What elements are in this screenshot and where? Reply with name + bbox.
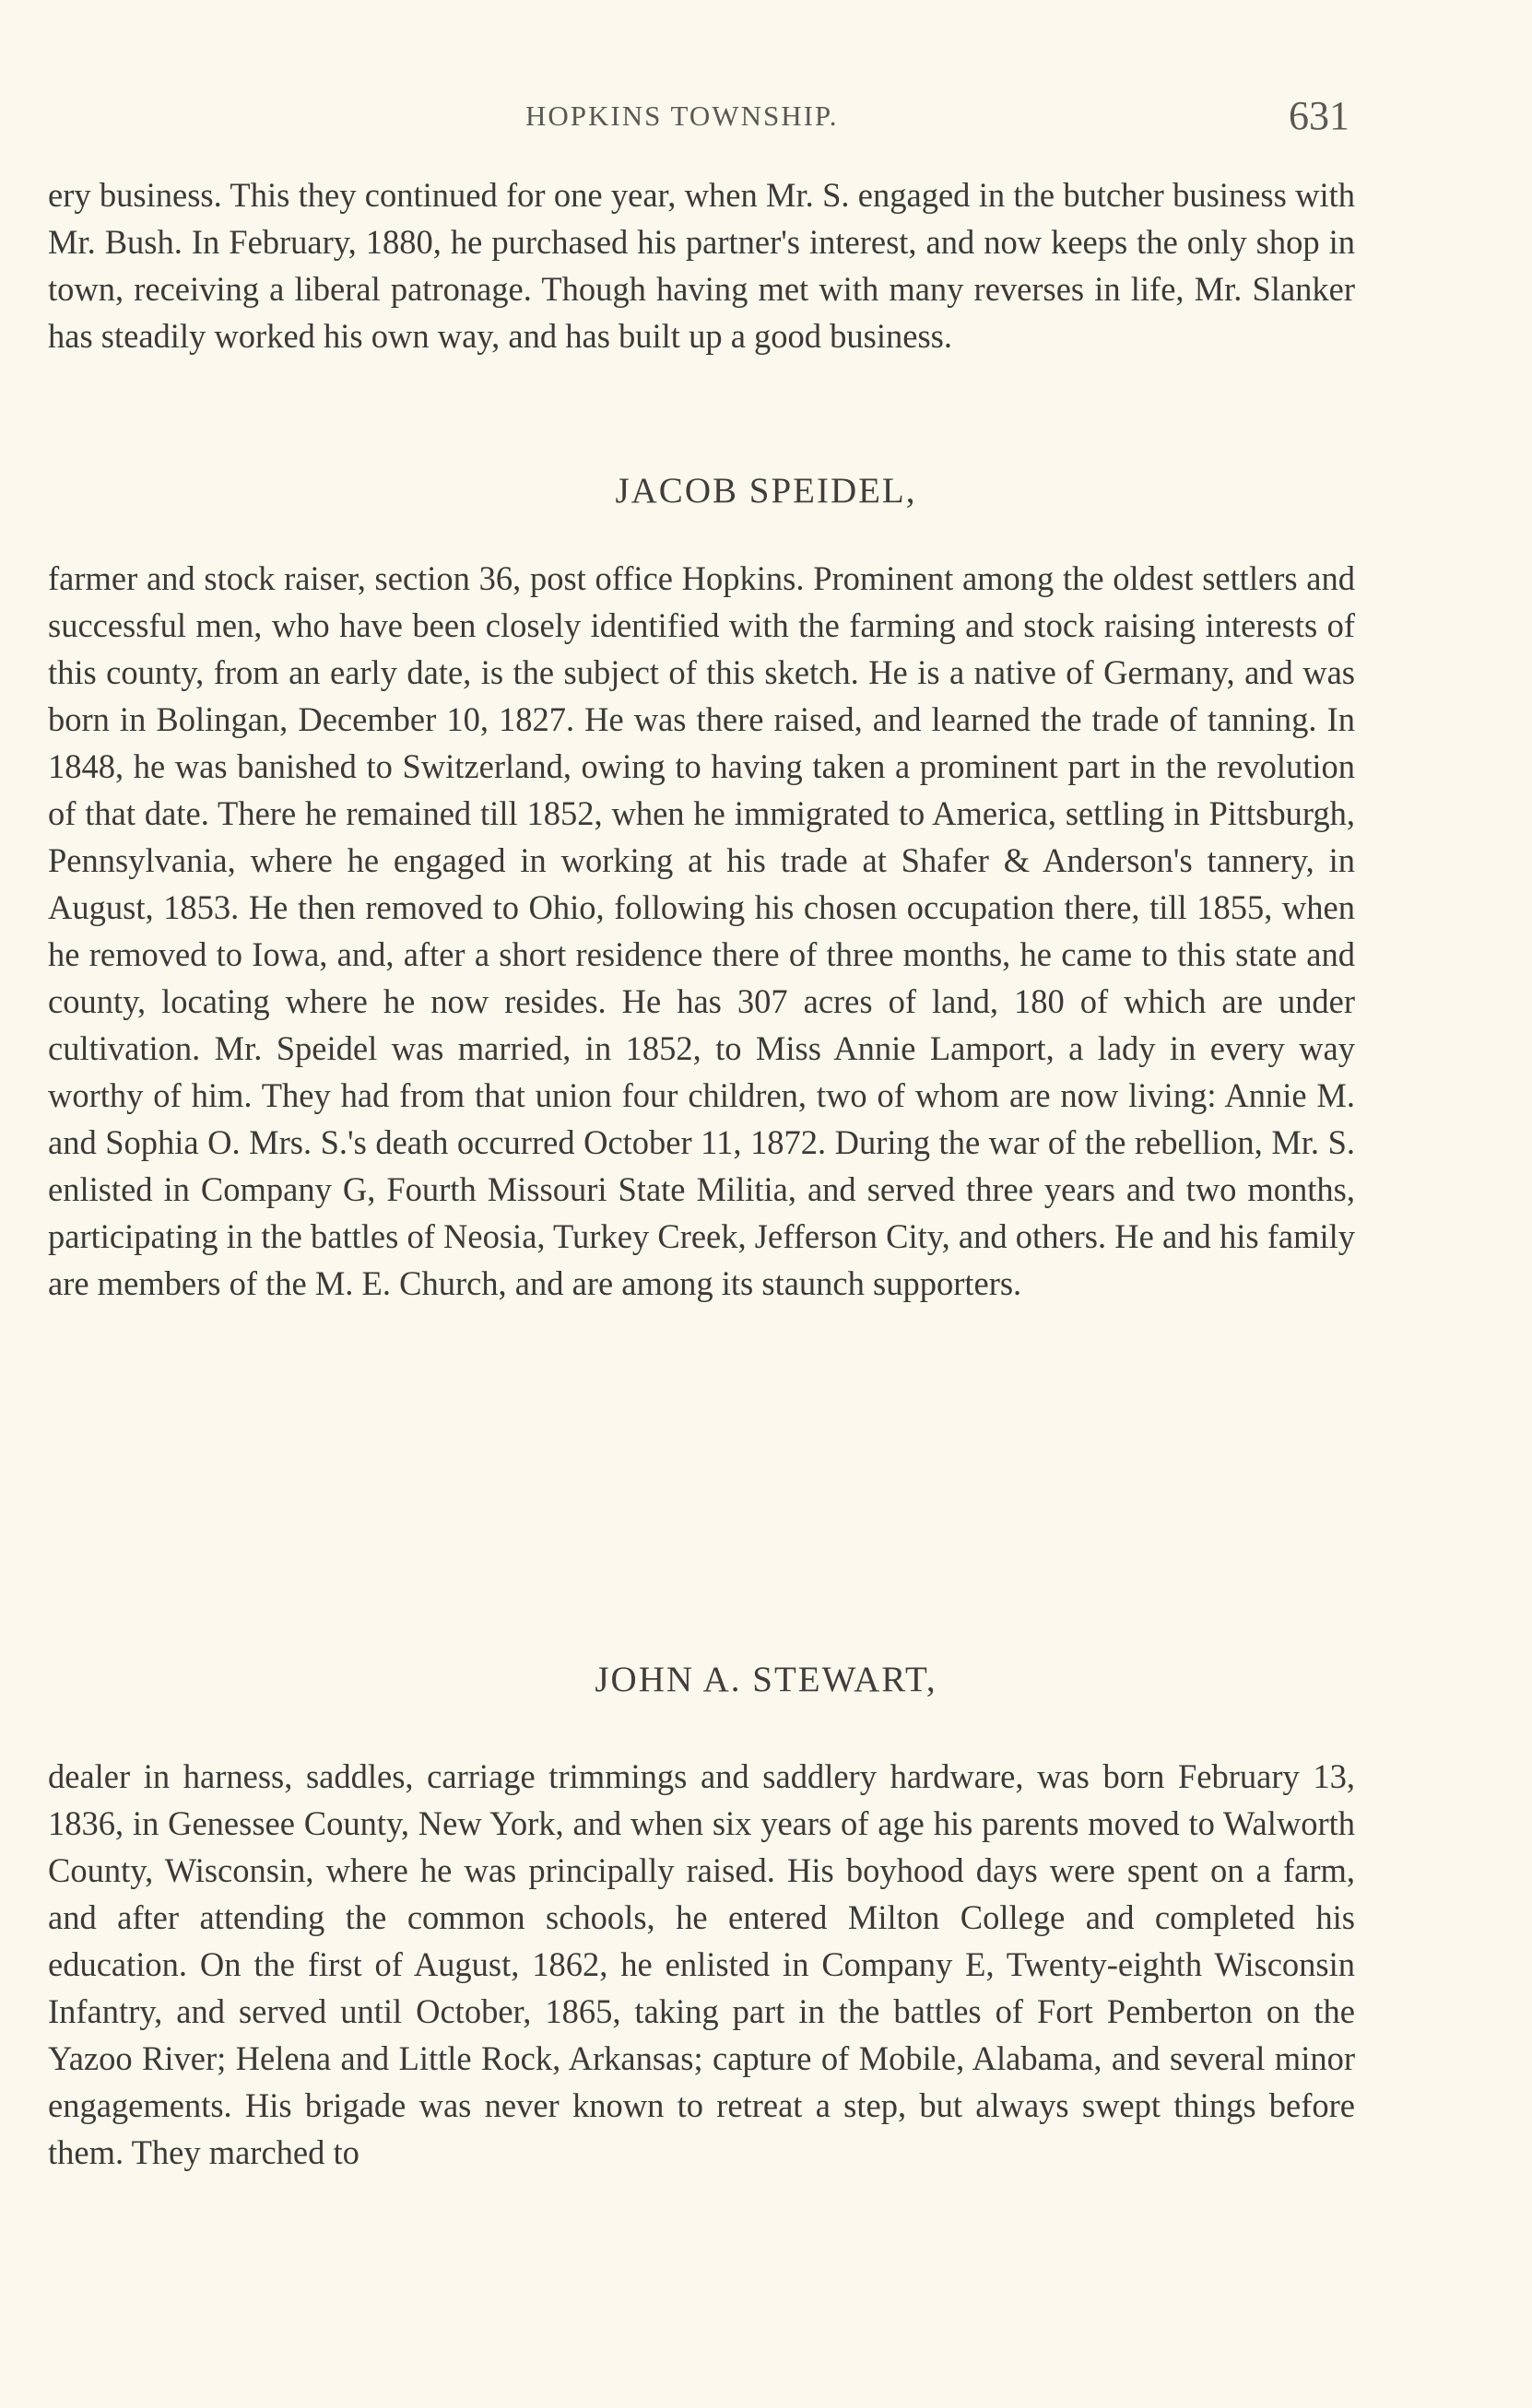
paragraph-text: ery business. This they continued for one year, when Mr. S. engaged in the butcher business with Mr. Bush. In February, 1880, he purchased his partner's interest, and now keeps the only shop in town, receiving a liberal patronage. Though having met with many reverses in life, Mr. Slanker has steadily worked his own way, and has built up a good business. — [48, 176, 1355, 355]
page-number: 631 — [1289, 93, 1349, 138]
continued-paragraph — [48, 171, 1355, 359]
running-title: HOPKINS TOWNSHIP. — [525, 100, 839, 132]
section-heading-speidel: JACOB SPEIDEL, — [615, 471, 917, 511]
paragraph-text: dealer in harness, saddles, carriage trimmings and saddlery hardware, was born February 13, 1836, in Genessee County, New York, and when six years of age his parents moved to Walworth County, Wisconsin, where he was principally raised. His boyhood days were spent on a farm, and after attending the common schools, he entered Milton College and completed his education. On the first of August, 1862, he enlisted in Company E, Twenty-eighth Wisconsin Infantry, and served until October, 1865, taking part in the battles of Fort Pemberton on the Yazoo River; Helena and Little Rock, Arkansas; capture of Mobile, Alabama, and several minor engagements. His brigade was never known to retreat a step, but always swept things before them. They marched to — [48, 1757, 1355, 2171]
section-heading-stewart: JOHN A. STEWART, — [595, 1660, 937, 1699]
paragraph-text: farmer and stock raiser, section 36, post office Hopkins. Prominent among the oldest settlers and successful men, who have been closely identified with the farming and stock raising interests of this county, from an early date, is the subject of this sketch. He is a native of Germany, and was born in Bolingan, December 10, 1827. He was there raised, and learned the trade of tanning. In 1848, he was banished to Switzerland, owing to having taken a prominent part in the revolution of that date. There he remained till 1852, when he immigrated to America, settling in Pittsburgh, Pennsylvania, where he engaged in working at his trade at Shafer & Anderson's tannery, in August, 1853. He then removed to Ohio, following his chosen occupation there, till 1855, when he removed to Iowa, and, after a short residence there of three months, he came to this state and county, locating where he now resides. He has 307 acres of land, 180 of which are under cultivation. Mr. Speidel was married, in 1852, to Miss Annie Lamport, a lady in every way worthy of him. They had from that union four children, two of whom are now living: Annie M. and Sophia O. Mrs. S.'s death occurred October 11, 1872. During the war of the rebellion, Mr. S. enlisted in Company G, Fourth Missouri State Militia, and served three years and two months, participating in the battles of Neosia, Turkey Creek, Jefferson City, and others. He and his family are members of the M. E. Church, and are among its staunch supporters. — [48, 559, 1355, 1302]
stewart-biography — [48, 1753, 1355, 2176]
speidel-biography — [48, 555, 1355, 1307]
